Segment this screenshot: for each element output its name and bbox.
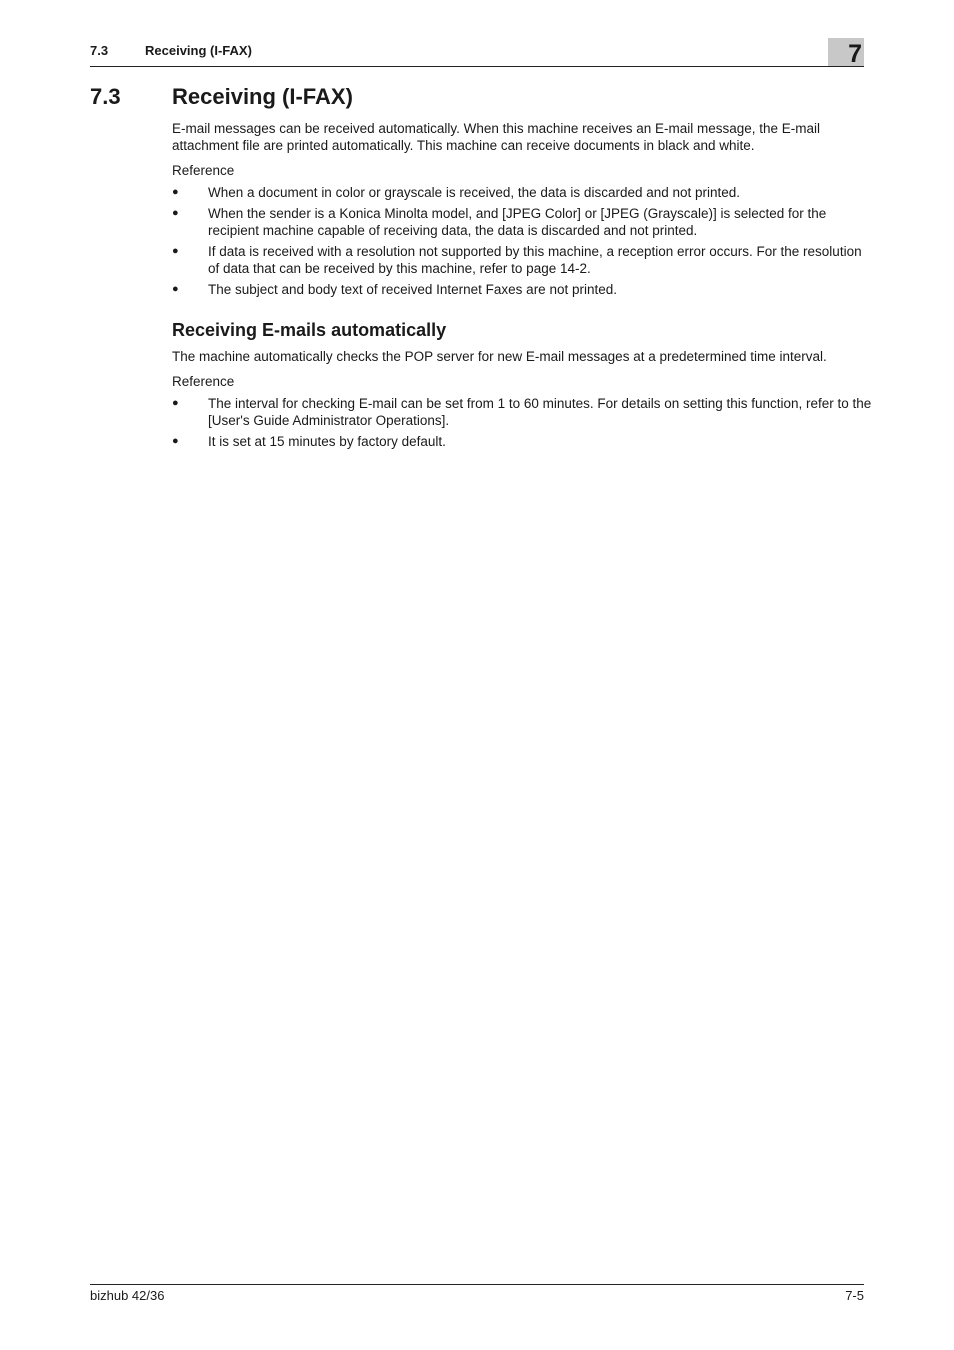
intro-paragraph: E-mail messages can be received automatically. When this machine receives an E-mail message, the E-mail attachment file are printed automatically. This machine can receive documents in black and white.	[172, 121, 821, 153]
bullet-icon: ●	[172, 245, 179, 257]
reference-list	[172, 184, 872, 298]
list-item: ● When a document in color or grayscale is received, the data is discarded and not printed.	[172, 185, 741, 200]
list-item: ● The interval for checking E-mail can be set from 1 to 60 minutes. For details on setting this function, refer to the [User's Guide Administrator Operations].	[172, 396, 872, 428]
header-section-title: Receiving (I-FAX)	[145, 43, 252, 58]
footer-product-name: bizhub 42/36	[90, 1288, 165, 1303]
chapter-tab	[828, 38, 864, 66]
list-item: ● When the sender is a Konica Minolta model, and [JPEG Color] or [JPEG (Grayscale)] is selected for the recipient machine capable of receiving data, the data is discarded and not printed.	[172, 206, 827, 238]
list-item: ● The subject and body text of received Internet Faxes are not printed.	[172, 282, 617, 297]
page-footer	[90, 1284, 864, 1303]
bullet-icon: ●	[172, 397, 179, 409]
bullet-icon: ●	[172, 186, 179, 198]
subsection-paragraph: The machine automatically checks the POP server for new E-mail messages at a predetermined time interval.	[172, 349, 827, 364]
reference-label: Reference	[172, 374, 235, 389]
reference-list	[172, 395, 872, 450]
header-section-number: 7.3	[90, 43, 109, 58]
running-header	[90, 38, 864, 67]
subsection-title: Receiving E-mails automatically	[172, 320, 447, 340]
main-content	[172, 120, 872, 454]
reference-label: Reference	[172, 163, 235, 178]
page-title	[90, 84, 353, 110]
footer-page-number: 7-5	[845, 1288, 864, 1303]
list-item: ● If data is received with a resolution not supported by this machine, a reception error occurs. For the resolution of data that can be received by this machine, refer to page 14-2.	[172, 244, 862, 276]
list-item: ● It is set at 15 minutes by factory default.	[172, 434, 446, 449]
page-title-number: 7.3	[90, 84, 121, 109]
bullet-icon: ●	[172, 435, 179, 447]
chapter-number: 7	[848, 40, 862, 68]
bullet-icon: ●	[172, 207, 179, 219]
bullet-icon: ●	[172, 283, 179, 295]
page-title-text: Receiving (I-FAX)	[172, 84, 353, 109]
